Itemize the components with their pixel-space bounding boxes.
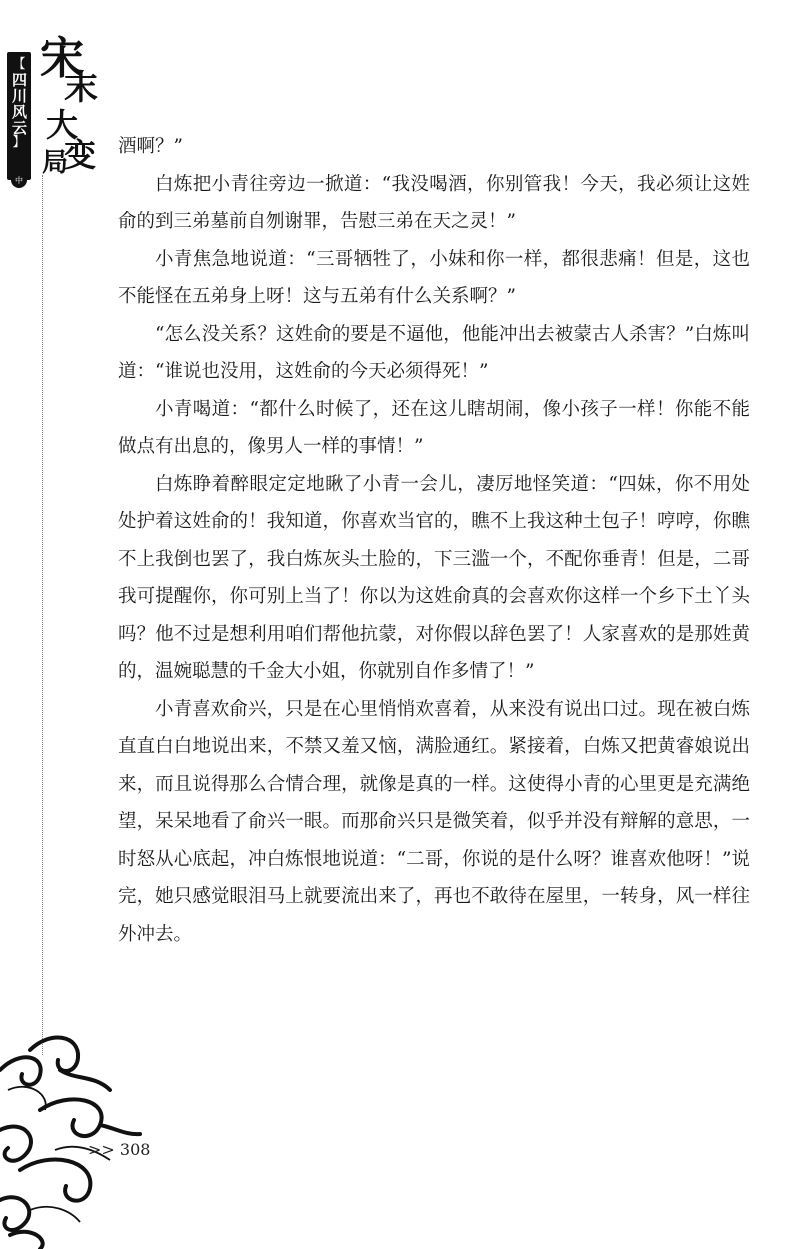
series-label <box>7 52 31 185</box>
page-number: >> 308 <box>88 1140 151 1159</box>
paragraph: 小青喜欢俞兴，只是在心里悄悄欢喜着，从来没有说出口过。现在被白炼直直白白地说出来，不禁又羞又恼，满脸通红。紧接着，白炼又把黄睿娘说出来，而且说得那么合情合理，就像是真的一样。这使得小青的心里更是充满绝望，呆呆地看了俞兴一眼。而那俞兴只是微笑着，似乎并没有辩解的意思，一时怒从心底起，冲白炼恨地说道：“二哥，你说的是什么呀？谁喜欢他呀！”说完，她只感觉眼泪马上就要流出来了，再也不敢待在屋里，一转身，风一样往外冲去。 <box>118 698 750 945</box>
paragraph: 小青焦急地说道：“三哥牺牲了，小妹和你一样，都很悲痛！但是，这也不能怪在五弟身上呀！这与五弟有什么关系啊？” <box>118 248 750 307</box>
book-title-char-1: 宋 <box>40 33 84 84</box>
margin-dotted-rule <box>42 175 43 1055</box>
paragraph: 酒啊？” <box>118 136 183 157</box>
book-title-char-3: 大 <box>46 106 79 144</box>
book-title-char-5: 局 <box>42 148 69 178</box>
paragraph: “怎么没关系？这姓俞的要是不逼他，他能冲出去被蒙古人杀害？”白炼叫道：“谁说也没用，这姓俞的今天必须得死！” <box>118 323 750 382</box>
series-bracket-open: 【 <box>12 57 26 72</box>
book-title <box>38 22 108 182</box>
body-text <box>118 128 750 953</box>
cloud-ornament-icon <box>0 1010 150 1249</box>
paragraph: 白炼睁着醉眼定定地瞅了小青一会儿，凄厉地怪笑道：“四妹，你不用处处护着这姓俞的！我知道，你喜欢当官的，瞧不上我这种土包子！哼哼，你瞧不上我倒也罢了，我白炼灰头土脸的，下三滥一个，不配你垂青！但是，二哥我可提醒你，你可别上当了！你以为这姓俞真的会喜欢你这样一个乡下土丫头吗？他不过是想利用咱们帮他抗蒙，对你假以辞色罢了！人家喜欢的是那姓黄的，温婉聪慧的千金大小姐，你就别自作多情了！” <box>118 473 750 682</box>
book-title-char-4: 变 <box>64 136 97 174</box>
volume-mark: 中 <box>11 172 27 188</box>
series-name: 四川风云 <box>10 72 28 136</box>
book-title-char-2: 末 <box>64 68 98 108</box>
series-bracket-close: 】 <box>12 135 26 150</box>
paragraph: 白炼把小青往旁边一掀道：“我没喝酒，你别管我！今天，我必须让这姓俞的到三弟墓前自刎谢罪，告慰三弟在天之灵！” <box>118 173 750 232</box>
paragraph: 小青喝道：“都什么时候了，还在这儿瞎胡闹，像小孩子一样！你能不能做点有出息的，像男人一样的事情！” <box>118 398 750 457</box>
